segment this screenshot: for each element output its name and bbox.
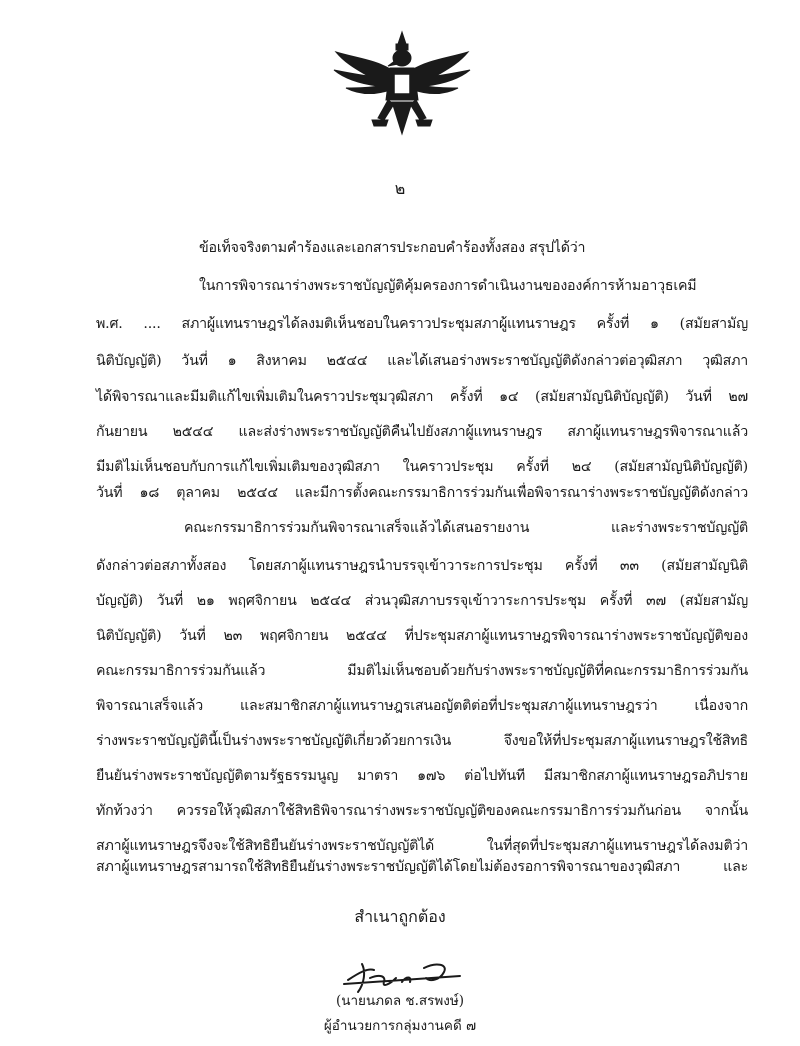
signer-position: ผู้อำนวยการกลุ่มงานคดี ๗ (323, 1018, 477, 1034)
paragraph-line: ได้พิจารณาและมีมติแก้ไขเพิ่มเติมในคราวประชุมวุฒิสภา ครั้งที่ ๑๔ (สมัยสามัญนิติบัญญัติ) วันที่ ๒๗ (96, 389, 748, 405)
certification-stamp-text: สำเนาถูกต้อง (354, 907, 446, 926)
garuda-emblem-icon (328, 30, 476, 138)
paragraph-line: ในการพิจารณาร่างพระราชบัญญัติคุ้มครองการดำเนินงานขององค์การห้ามอาวุธเคมี (199, 278, 697, 294)
paragraph-line: นิติบัญญัติ) วันที่ ๑ สิงหาคม ๒๕๔๔ และได้เสนอร่างพระราชบัญญัติดังกล่าวต่อวุฒิสภา วุฒิสภา (96, 353, 748, 369)
paragraph-line: พิจารณาเสร็จแล้ว และสมาชิกสภาผู้แทนราษฎรเสนอญัตติต่อที่ประชุมสภาผู้แทนราษฎรว่า เนื่องจาก (96, 698, 748, 714)
paragraph-line: ร่างพระราชบัญญัตินี้เป็นร่างพระราชบัญญัติเกี่ยวด้วยการเงิน จึงขอให้ที่ประชุมสภาผู้แทนราษฎรใช้สิทธิ (96, 733, 748, 749)
paragraph-line: กันยายน ๒๕๔๔ และส่งร่างพระราชบัญญัติคืนไปยังสภาผู้แทนราษฎร สภาผู้แทนราษฎรพิจารณาแล้ว (96, 424, 748, 440)
page-number: ๒ (394, 179, 406, 198)
paragraph-line: คณะกรรมาธิการร่วมกันแล้ว มีมติไม่เห็นชอบด้วยกับร่างพระราชบัญญัติที่คณะกรรมาธิการร่วมกัน (96, 663, 748, 679)
paragraph-line: คณะกรรมาธิการร่วมกันพิจารณาเสร็จแล้วได้เสนอรายงาน และร่างพระราชบัญญัติ (184, 520, 748, 536)
paragraph-line: วันที่ ๑๘ ตุลาคม ๒๕๔๔ และมีการตั้งคณะกรรมาธิการร่วมกันเพื่อพิจารณาร่างพระราชบัญญัติดังกล่าว (96, 485, 748, 501)
paragraph-line: พ.ศ. .... สภาผู้แทนราษฎรได้ลงมติเห็นชอบในคราวประชุมสภาผู้แทนราษฎร ครั้งที่ ๑ (สมัยสามัญ (96, 316, 748, 332)
paragraph-line: ดังกล่าวต่อสภาทั้งสอง โดยสภาผู้แทนราษฎรนำบรรจุเข้าวาระการประชุม ครั้งที่ ๓๓ (สมัยสามัญนิติ (96, 558, 748, 574)
paragraph-line: มีมติไม่เห็นชอบกับการแก้ไขเพิ่มเติมของวุฒิสภา ในคราวประชุม ครั้งที่ ๒๔ (สมัยสามัญนิติบัญญัติ) (96, 459, 748, 475)
section-heading: ข้อเท็จจริงตามคำร้องและเอกสารประกอบคำร้องทั้งสอง สรุปได้ว่า (199, 240, 586, 256)
paragraph-line: บัญญัติ) วันที่ ๒๑ พฤศจิกายน ๒๕๔๔ ส่วนวุฒิสภาบรรจุเข้าวาระการประชุม ครั้งที่ ๓๗ (สมัยสามัญ (96, 593, 748, 609)
paragraph-line: สภาผู้แทนราษฎรสามารถใช้สิทธิยืนยันร่างพระราชบัญญัติได้โดยไม่ต้องรอการพิจารณาของวุฒิสภา และ (96, 859, 748, 875)
signer-name: (นายนภดล ช.สรพงษ์) (335, 993, 465, 1009)
paragraph-line: ยืนยันร่างพระราชบัญญัติตามรัฐธรรมนูญ มาตรา ๑๗๖ ต่อไปทันที มีสมาชิกสภาผู้แทนราษฎรอภิปราย (96, 768, 748, 784)
paragraph-line: ทักท้วงว่า ควรรอให้วุฒิสภาใช้สิทธิพิจารณาร่างพระราชบัญญัติของคณะกรรมาธิการร่วมกันก่อน จากนั้น (96, 803, 748, 819)
paragraph-line: สภาผู้แทนราษฎรจึงจะใช้สิทธิยืนยันร่างพระราชบัญญัติได้ ในที่สุดที่ประชุมสภาผู้แทนราษฎรได้ลงมติว่า (96, 838, 748, 854)
paragraph-line: นิติบัญญัติ) วันที่ ๒๓ พฤศจิกายน ๒๕๔๔ ที่ประชุมสภาผู้แทนราษฎรพิจารณาร่างพระราชบัญญัติของ (96, 628, 748, 644)
